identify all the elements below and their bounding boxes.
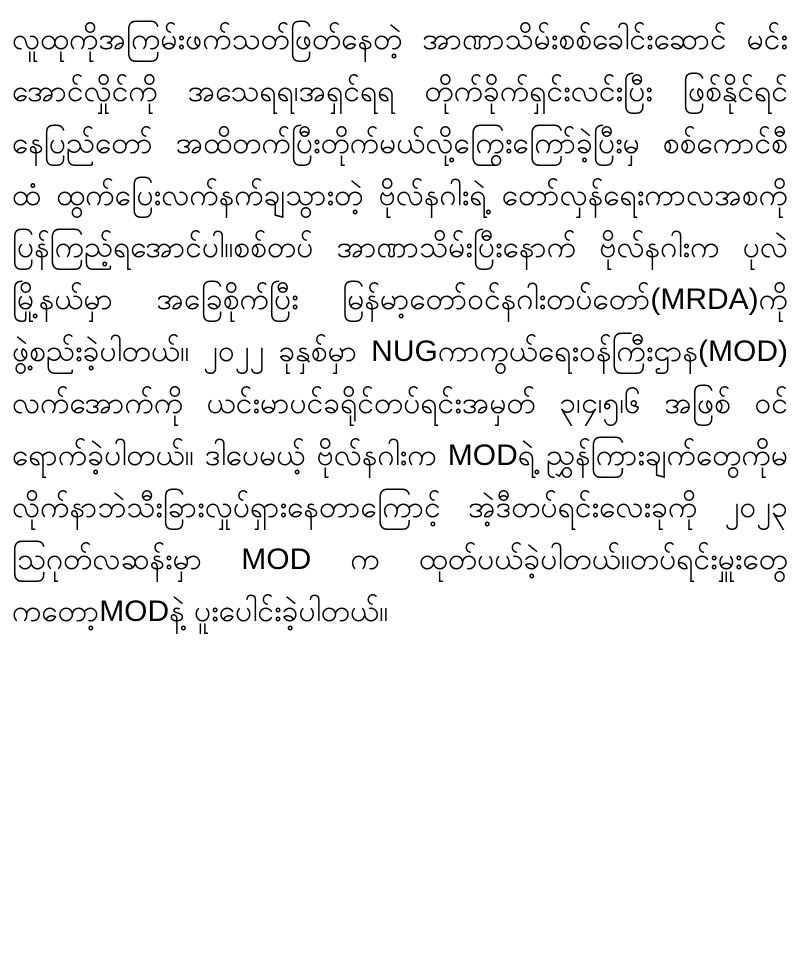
article-paragraph: လူထုကိုအကြမ်းဖက်သတ်ဖြတ်နေတဲ့ အာဏာသိမ်းစစ်ခေါင်းဆောင် မင်းအောင်လှိုင်ကို အသေရရ၊အရှင်ရရ တိုက်ခိုက်ရှင်းလင်းပြီး ဖြစ်နိုင်ရင် နေပြည်တော် အထိတက်ပြီးတိုက်မယ်လို့ကြွေးကြော်ခဲ့ပြီးမှ စစ်ကောင်စီထံ ထွက်ပြေးလက်နက်ချသွားတဲ့ ဗိုလ်နဂါးရဲ့ တော်လှန်ရေးကာလအစကို ပြန်ကြည့်ရအောင်ပါ။စစ်တပ် အာဏာသိမ်းပြီးနောက် ဗိုလ်နဂါးက ပုလဲမြို့နယ်မှာ အခြေစိုက်ပြီး မြန်မာ့တော်ဝင်နဂါးတပ်တော်(MRDA)ကို ဖွဲ့စည်းခဲ့ပါတယ်။ ၂၀၂၂ ခုနှစ်မှာ NUGကာကွယ်ရေးဝန်ကြီးဌာန(MOD) လက်အောက်ကို ယင်းမာပင်ခရိုင်တပ်ရင်းအမှတ် ၃၊၄၊၅၊၆ အဖြစ် ဝင်ရောက်ခဲ့ပါတယ်။ ဒါပေမယ့် ဗိုလ်နဂါးက MODရဲ့ ညွှန်ကြားချက်တွေကိုမလိုက်နာဘဲသီးခြားလှုပ်ရှားနေတာကြောင့် အဲ့ဒီတပ်ရင်းလေးခုကို ၂၀၂၃ ဩဂုတ်လဆန်းမှာ MOD က ထုတ်ပယ်ခဲ့ပါတယ်။တပ်ရင်းမှူးတွေကတော့MODနဲ့ ပူးပေါင်းခဲ့ပါတယ်။	[12, 23, 798, 628]
